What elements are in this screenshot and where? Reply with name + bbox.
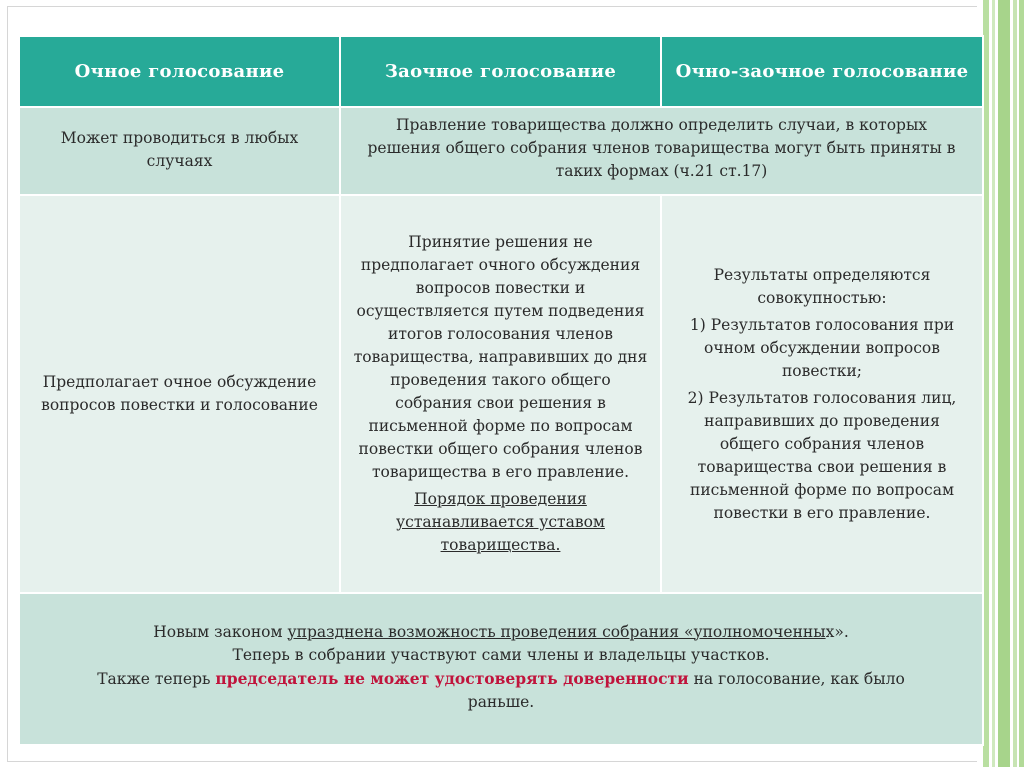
chairman-proxy-highlight: председатель не может удостоверять доверенности [215,668,689,688]
law-changes-note-cell [19,593,983,745]
mixed-results-item-2: 2) Результатов голосования лиц, направивших до проведения общего собрания членов товарищества свои решения в письменной форме по вопросам повестки в его правление. [687,388,957,522]
law-change-line-2: Теперь в собрании участвуют сами члены и владельцы участков. [232,645,770,664]
law-change-line-3 [38,667,964,714]
absentee-procedure-note: Порядок проведения устанавливается уставом товарищества. [396,490,605,554]
law-change-line-1 [38,621,964,644]
in-person-cases-cell: Может проводиться в любых случаях [19,107,340,195]
table-row [19,195,983,593]
law-change-line-3-prefix: Также теперь [97,669,216,688]
absentee-description-cell [340,195,661,593]
mixed-results-intro: Результаты определяются совокупностью: [713,265,931,307]
table-header-row [19,36,983,107]
header-absentee-voting: Заочное голосование [340,36,661,107]
law-change-line-3-suffix: на голосование, как было раньше. [467,669,905,711]
law-change-line-1-suffix: х». [825,622,849,641]
table-row [19,107,983,195]
law-change-line-1-prefix: Новым законом [153,622,288,641]
in-person-description-text: Предполагает очное обсуждение вопросов повестки и голосование [41,373,318,414]
abolished-authorized-meeting: упразднена возможность проведения собрания «уполномоченны [287,622,826,641]
board-determines-cases-cell: Правление товарищества должно определить случаи, в которых решения общего собрания членов товарищества могут быть приняты в таких формах (ч.21 ст.17) [340,107,983,195]
header-in-person-voting: Очное голосование [19,36,340,107]
in-person-description-cell [19,195,340,593]
mixed-description-cell [661,195,983,593]
absentee-description-text: Принятие решения не предполагает очного обсуждения вопросов повестки и осуществляется путем подведения итогов голосования членов товарищества, направивших до дня проведения такого общего собрания свои решения в письменной форме по вопросам повестки общего собрания членов товарищества в его правление. [353,233,648,481]
table-row [19,593,983,745]
voting-comparison-table [18,35,984,746]
decorative-side-stripes [980,0,1024,767]
header-mixed-voting: Очно-заочное голосование [661,36,983,107]
mixed-results-item-1: 1) Результатов голосования при очном обсуждении вопросов повестки; [689,315,955,380]
